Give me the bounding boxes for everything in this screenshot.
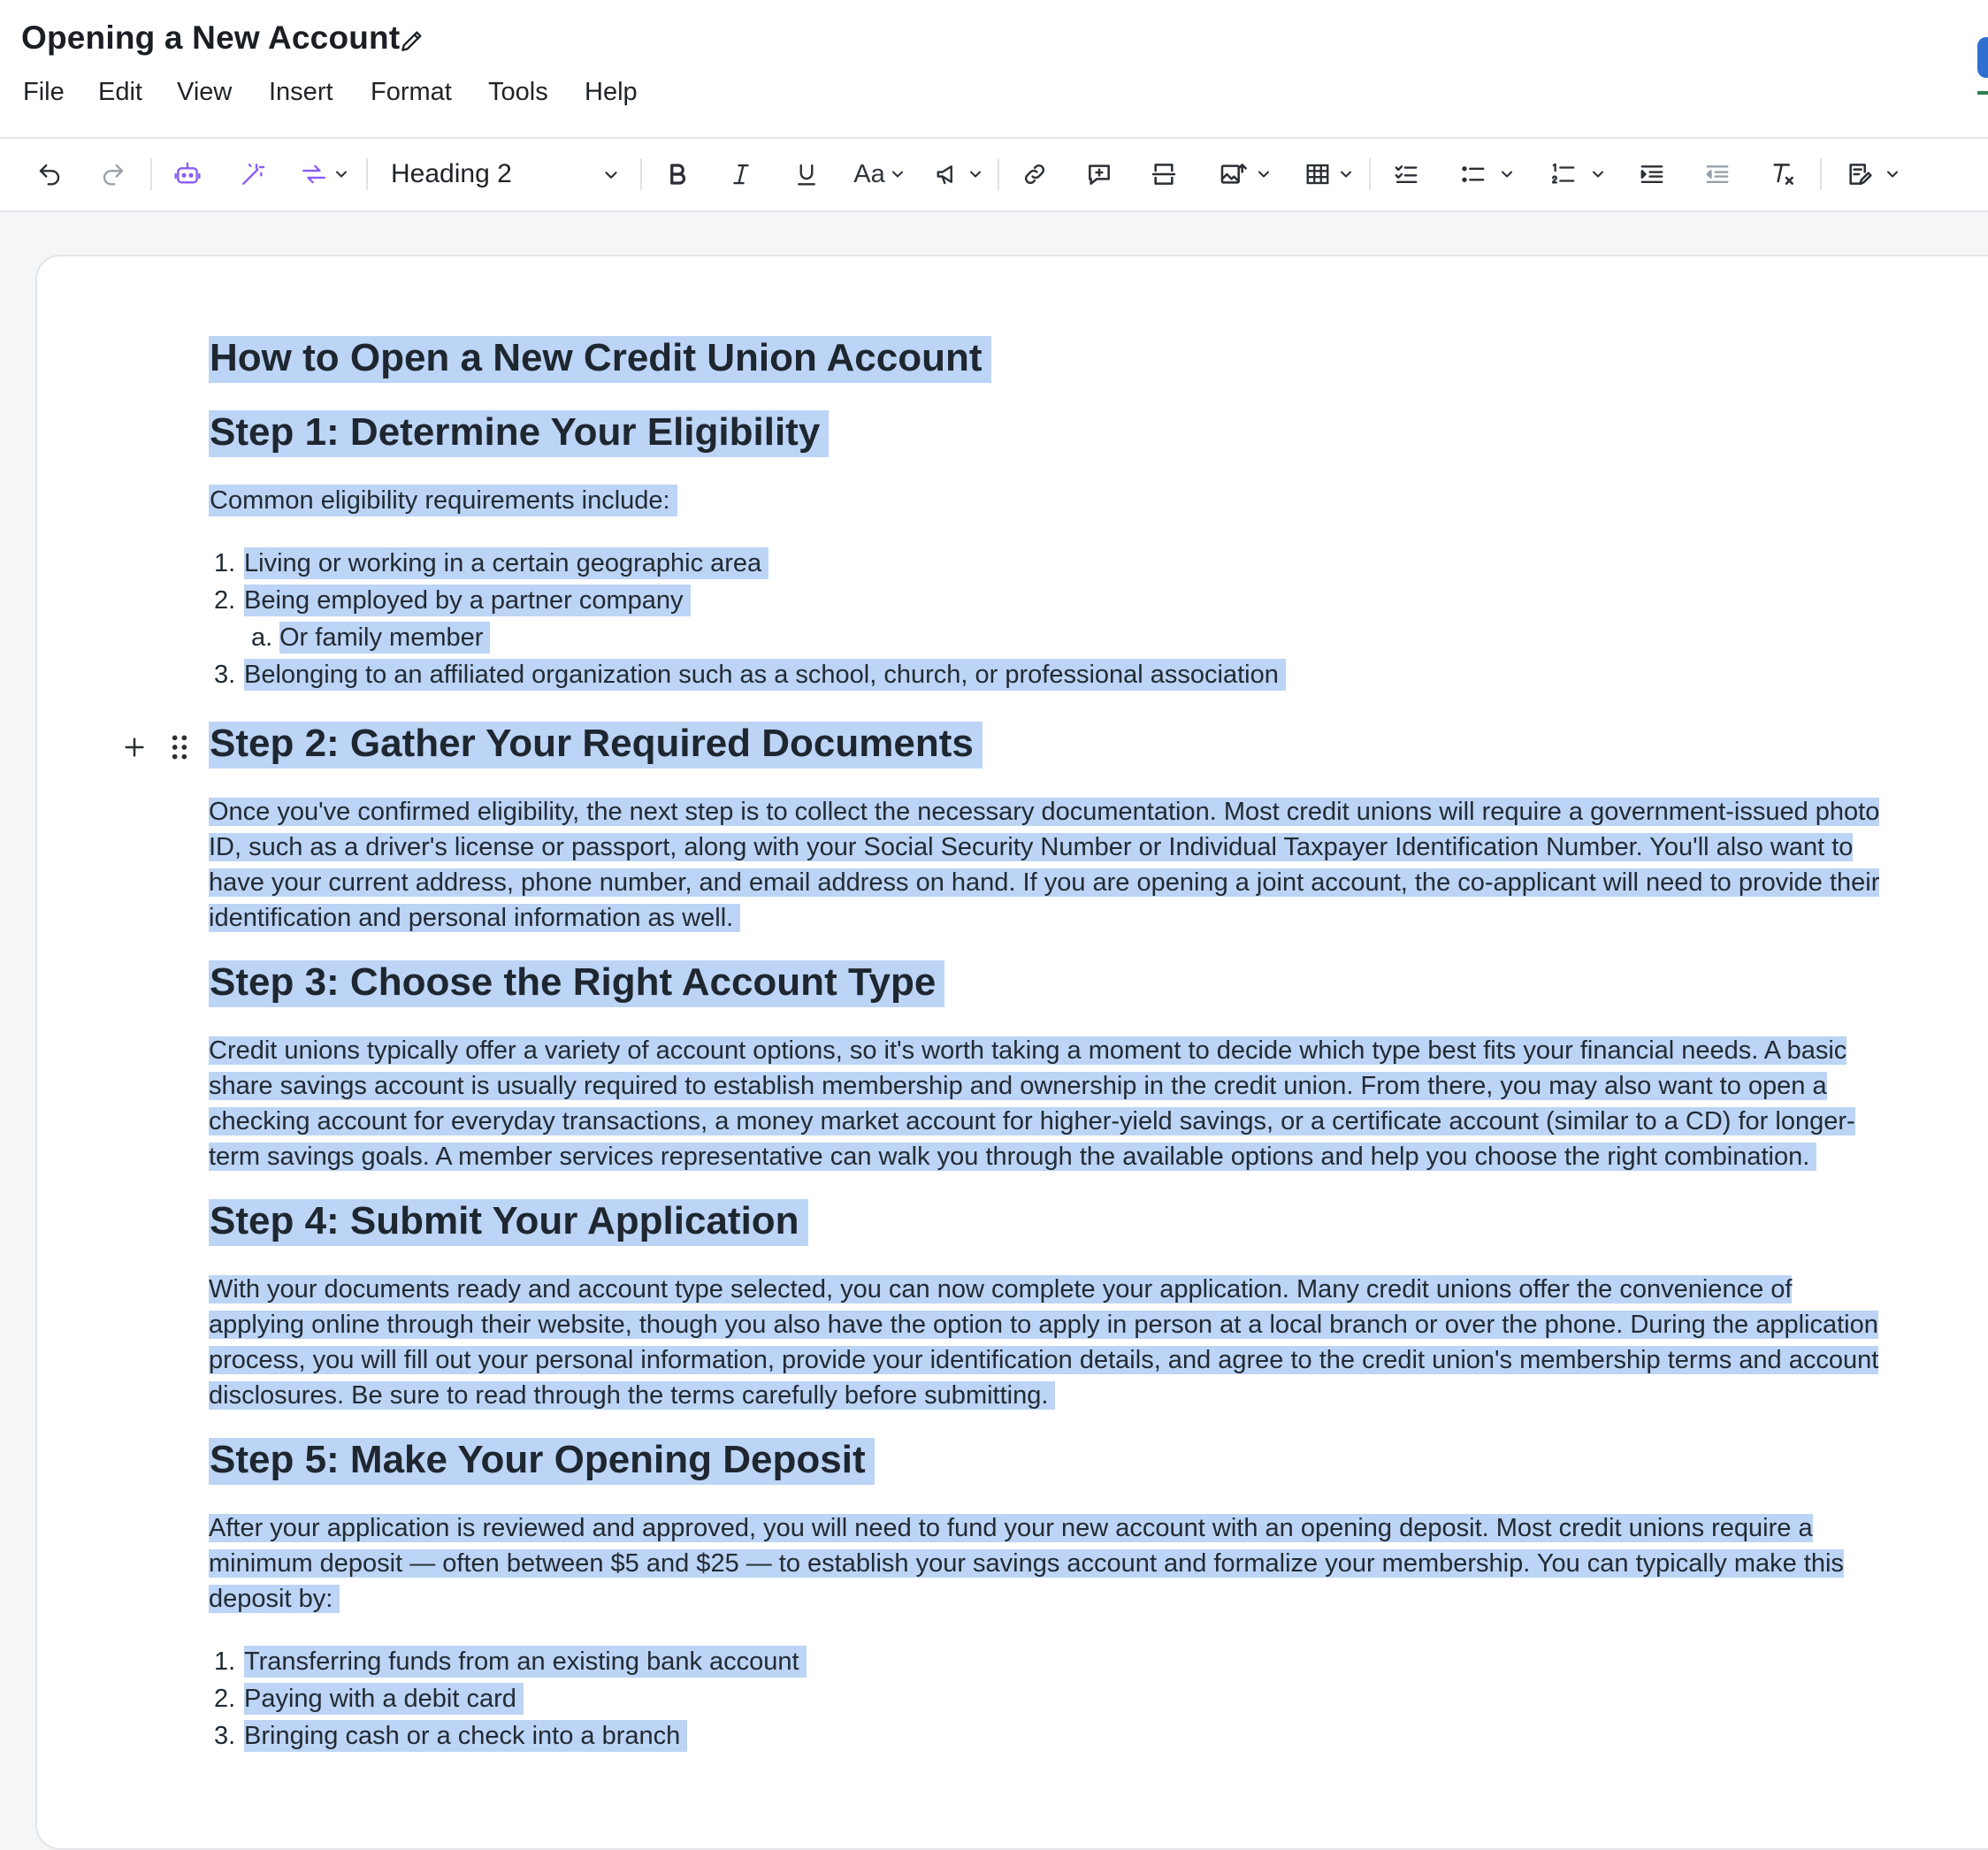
step5-heading-text: Step 5: Make Your Opening Deposit [209, 1438, 875, 1485]
bold-button[interactable] [660, 157, 695, 192]
paragraph-style-select[interactable] [380, 155, 628, 194]
step1-heading[interactable] [209, 409, 1969, 456]
list-item[interactable] [209, 656, 1969, 693]
magic-wand-button[interactable] [235, 157, 271, 192]
list-item-text: Transferring funds from an existing bank account [244, 1646, 807, 1678]
list-number: a. [251, 623, 273, 652]
paragraph-line: checking account for everyday transactions, a money market account for higher-yield savings, or a certificate account (similar to a CD) for longer- [209, 1107, 1855, 1135]
bold-icon [664, 161, 691, 187]
chevron-down-icon [967, 165, 984, 183]
undo-button[interactable] [32, 157, 67, 192]
menu-insert[interactable]: Insert [269, 78, 333, 106]
document-content[interactable] [209, 334, 1969, 1754]
step1-intro[interactable] [209, 483, 1969, 518]
redo-icon [100, 161, 126, 187]
underline-icon [793, 161, 820, 187]
numbered-list-dropdown[interactable] [1542, 157, 1613, 192]
menu-tools[interactable]: Tools [488, 78, 548, 106]
italic-icon [728, 161, 754, 187]
callout-dropdown[interactable] [929, 157, 990, 192]
chevron-down-icon [889, 165, 906, 183]
outdent-button[interactable] [1700, 157, 1735, 192]
paragraph-line: With your documents ready and account type selected, you can now complete your application. Many credit unions offer the convenience of [209, 1275, 1793, 1303]
chevron-down-icon [1337, 165, 1355, 183]
menu-help[interactable]: Help [585, 78, 638, 106]
paragraph-style-value: Heading 2 [391, 159, 512, 188]
list-item-text: Being employed by a partner company [244, 585, 691, 616]
document-heading[interactable] [209, 334, 1969, 382]
paragraph-line: disclosures. Be sure to read through the terms carefully before submitting. [209, 1381, 1055, 1410]
checklist-icon [1392, 161, 1420, 187]
list-item-text: Belonging to an affiliated organization such as a school, church, or professional association [244, 659, 1286, 691]
chevron-down-icon [1884, 165, 1901, 183]
clear-formatting-button[interactable] [1765, 157, 1801, 192]
indent-icon [1638, 161, 1666, 187]
paragraph-line: deposit by: [209, 1585, 340, 1613]
page-break-button[interactable] [1146, 157, 1181, 192]
list-item[interactable] [209, 1680, 1969, 1717]
comment-button[interactable] [1082, 157, 1117, 192]
page-break-icon [1150, 160, 1178, 188]
deposit-methods-list [209, 1643, 1969, 1754]
link-button[interactable] [1017, 157, 1052, 192]
menu-edit[interactable]: Edit [98, 78, 142, 106]
table-dropdown[interactable] [1298, 157, 1360, 192]
eligibility-list [209, 545, 1969, 693]
list-item-text: Or family member [279, 622, 490, 654]
ai-assistant-icon [173, 160, 202, 188]
document-header [0, 0, 1988, 139]
list-item[interactable] [209, 1643, 1969, 1680]
paragraph-line: applying online through their website, though you also have the option to apply in person at a local branch or over the phone. During the application [209, 1311, 1878, 1339]
chevron-down-icon [1498, 165, 1516, 183]
step3-paragraph[interactable] [209, 1033, 1969, 1174]
font-size-dropdown[interactable] [849, 157, 911, 192]
paragraph-line: have your current address, phone number, and email address on hand. If you are opening a joint account, the co-applicant will need to provide their [209, 868, 1880, 897]
step4-heading[interactable] [209, 1197, 1969, 1245]
list-item[interactable] [209, 545, 1969, 582]
redo-button[interactable] [96, 157, 131, 192]
table-icon [1304, 161, 1332, 187]
chevron-down-icon [1255, 165, 1273, 183]
step4-heading-text: Step 4: Submit Your Application [209, 1199, 808, 1246]
step3-heading[interactable] [209, 959, 1969, 1006]
paragraph-line: Once you've confirmed eligibility, the next step is to collect the necessary documentation. Most credit unions will require a government-issued photo [209, 798, 1880, 826]
list-number: 2. [214, 1685, 236, 1713]
checklist-button[interactable] [1388, 157, 1424, 192]
chevron-down-icon [333, 165, 350, 183]
chevron-down-icon [1589, 165, 1607, 183]
list-item-text: Living or working in a certain geographic area [244, 547, 768, 579]
paragraph-line: process, you will fill out your personal information, provide your identification details, and agree to the credit union's membership terms and account [209, 1346, 1879, 1374]
numbered-list-icon [1548, 161, 1579, 187]
paragraph-line: minimum deposit — often between $5 and $25 — to establish your savings account and formalize your membership. You can typically make this [209, 1549, 1844, 1578]
app-badge[interactable] [1977, 37, 1988, 78]
bullet-list-icon [1459, 161, 1487, 187]
list-item-text: Paying with a debit card [244, 1683, 524, 1715]
toolbar-separator [640, 158, 642, 190]
drag-handle-icon[interactable] [170, 733, 189, 761]
callout-icon [935, 161, 961, 187]
paragraph-line: After your application is reviewed and approved, you will need to fund your new account with an opening deposit. Most credit unions require a [209, 1514, 1813, 1542]
comment-icon [1085, 160, 1113, 188]
menu-view[interactable]: View [177, 78, 233, 106]
step2-heading-text: Step 2: Gather Your Required Documents [209, 722, 983, 768]
toolbar-separator [150, 158, 152, 190]
toolbar-separator [366, 158, 368, 190]
document-heading-text: How to Open a New Credit Union Account [209, 336, 991, 383]
paragraph-line: identification and personal information as well. [209, 904, 740, 932]
toolbar-separator [1820, 158, 1822, 190]
list-number: 3. [214, 1722, 236, 1750]
list-number: 3. [214, 661, 236, 689]
paragraph-line: ID, such as a driver's license or passport, along with your Social Security Number or Individual Taxpayer Identification Number. You'll also want to [209, 833, 1854, 861]
list-number: 1. [214, 1647, 236, 1676]
toolbar-separator [998, 158, 999, 190]
pencil-icon[interactable] [398, 27, 426, 55]
clear-formatting-icon [1769, 160, 1797, 188]
transform-icon [299, 160, 329, 188]
edit-mode-dropdown[interactable] [1838, 157, 1908, 192]
menu-format[interactable]: Format [371, 78, 452, 106]
ai-assistant-button[interactable] [170, 157, 205, 192]
transform-dropdown[interactable] [294, 157, 356, 192]
list-item[interactable] [209, 1717, 1969, 1754]
toolbar-separator [1369, 158, 1371, 190]
edit-mode-icon [1845, 160, 1873, 188]
step1-intro-text: Common eligibility requirements include: [209, 485, 677, 516]
font-size-icon: Aa [853, 159, 885, 188]
undo-icon [36, 161, 63, 187]
step4-paragraph[interactable] [209, 1272, 1969, 1413]
image-icon [1218, 160, 1248, 188]
step5-paragraph[interactable] [209, 1510, 1969, 1617]
bullet-list-dropdown[interactable] [1452, 157, 1523, 192]
formatting-toolbar [0, 139, 1988, 212]
italic-button[interactable] [723, 157, 759, 192]
paragraph-line: term savings goals. A member services representative can walk you through the available options and help you choose the right combination. [209, 1143, 1816, 1171]
menu-file[interactable]: File [23, 78, 65, 106]
step2-heading[interactable] [209, 720, 1969, 768]
add-block-icon[interactable] [120, 733, 149, 761]
step1-heading-text: Step 1: Determine Your Eligibility [209, 410, 829, 457]
underline-button[interactable] [789, 157, 824, 192]
magic-wand-icon [239, 160, 267, 188]
list-item-text: Bringing cash or a check into a branch [244, 1720, 687, 1752]
list-number: 1. [214, 549, 236, 577]
paragraph-line: share savings account is usually required to establish membership and ownership in the credit union. From there, you may also want to open a [209, 1072, 1827, 1100]
app-badge-underline [1977, 91, 1988, 95]
link-icon [1021, 161, 1048, 187]
paragraph-line: Credit unions typically offer a variety of account options, so it's worth taking a moment to decide which type best fits your financial needs. A basic [209, 1036, 1847, 1065]
indent-button[interactable] [1634, 157, 1670, 192]
image-dropdown[interactable] [1210, 157, 1281, 192]
step2-paragraph[interactable] [209, 794, 1969, 936]
list-item[interactable] [209, 619, 1969, 656]
list-number: 2. [214, 586, 236, 615]
step5-heading[interactable] [209, 1436, 1969, 1484]
step3-heading-text: Step 3: Choose the Right Account Type [209, 960, 944, 1007]
chevron-down-icon [601, 165, 621, 185]
list-item[interactable] [209, 582, 1969, 619]
document-title[interactable]: Opening a New Account [21, 19, 401, 56]
outdent-icon [1703, 161, 1732, 187]
